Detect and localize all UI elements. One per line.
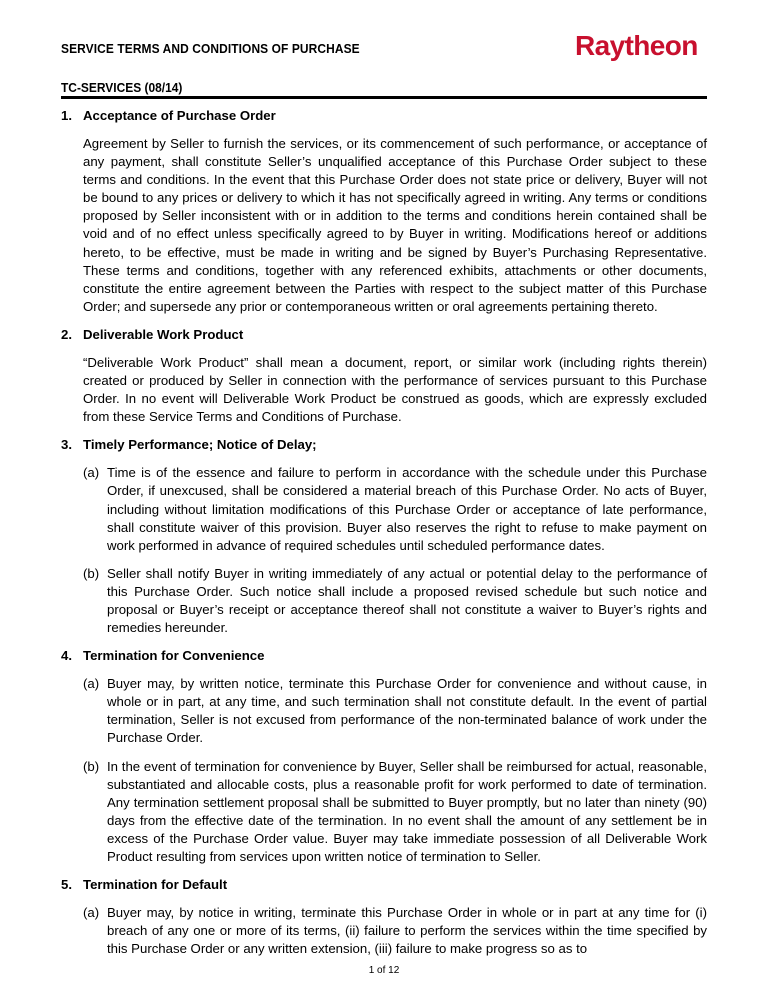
clause-text: Time is of the essence and failure to perform in accordance with the schedule under this Purchase Order, if unexcused, shall be considered a material breach of this Purchase Order. No acts of Buyer, including without limitation modifications of this Purchase Order or acceptance of late performance, shall constitute waiver of this provision. Buyer also reserves the right to refuse to make payment on work performed in advance of required schedules until scheduled performance dates. (107, 465, 707, 553)
clause-text: In the event of termination for convenience by Buyer, Seller shall be reimbursed for actual, reasonable, substantiated and allocable costs, plus a reasonable profit for work performed to date of termination. Any termination settlement proposal shall be submitted to Buyer promptly, but no later than ninety (90) days from the effective date of the termination. In no event shall the amount of any settlement be in excess of the Purchase Order value. Buyer may take immediate possession of all Deliverable Work Product resulting from services upon written notice of termination to Seller. (107, 758, 707, 864)
clause-item (61, 464, 707, 554)
section-title: Acceptance of Purchase Order (83, 108, 276, 123)
section-1 (61, 107, 707, 316)
clause-text: Seller shall notify Buyer in writing immediately of any actual or potential delay to the performance of this Purchase Order. Such notice shall include a proposed revised schedule but such notice and proposal or Buyer’s receipt or acceptance thereof shall not constitute a waiver to Buyer’s rights and remedies hereunder. (107, 565, 707, 636)
section-4 (61, 647, 707, 866)
clause-label: (b) (83, 565, 100, 581)
clause-item (61, 904, 707, 958)
section-number: 3. (61, 437, 72, 453)
section-heading (61, 436, 707, 454)
clause-item (61, 675, 707, 747)
section-number: 1. (61, 108, 72, 123)
section-3 (61, 436, 707, 637)
clause-label: (a) (83, 465, 100, 481)
raytheon-logo: Raytheon (575, 30, 698, 61)
clause-label: (a) (83, 676, 100, 692)
page-number: 1 of 12 (368, 965, 400, 976)
section-paragraph: Agreement by Seller to furnish the services, or its commencement of such performance, or acceptance of any payment, shall constitute Seller’s unqualified acceptance of this Purchase Order subject to these terms and conditions. In the event that this Purchase Order does not state price or delivery, Buyer will not be bound to any prices or delivery to which it has not specifically agreed in writing. Any terms or conditions proposed by Seller inconsistent with or in addition to the terms and conditions herein contained shall be void and of no effect unless specifically agreed to by Buyer in writing. Modifications hereof or additions hereto, to be effective, must be made in writing and be signed by Buyer’s Purchasing Representative. These terms and conditions, together with any referenced exhibits, attachments or other documents, constitute the entire agreement between the Parties with respect to the subject matter of this Purchase Order; and supersede any prior or contemporaneous written or oral agreements pertaining thereto. (83, 136, 707, 314)
section-title: Timely Performance; Notice of Delay; (83, 437, 317, 453)
clause-text: Buyer may, by notice in writing, terminate this Purchase Order in whole or in part at any time for (i) breach of any one or more of its terms, (ii) failure to perform the services within the time specified by this Purchase Order or any written extension, (iii) failure to make progress so as to (107, 905, 707, 957)
document-code: TC-SERVICES (08/14) (61, 80, 183, 95)
section-heading (61, 326, 707, 344)
section-title: Termination for Default (83, 877, 228, 893)
clause-item (61, 758, 707, 867)
clause-label: (a) (83, 905, 100, 921)
section-paragraph: “Deliverable Work Product” shall mean a document, report, or similar work (including rights therein) created or produced by Seller in connection with the performance of services pursuant to this Purchase Order. In no event will Deliverable Work Product be construed as goods, which are expressly excluded from these Service Terms and Conditions of Purchase. (83, 354, 707, 425)
section-heading (61, 876, 707, 894)
clause-label: (b) (83, 758, 100, 774)
section-5 (61, 876, 707, 958)
section-number: 2. (61, 326, 72, 342)
document-title: SERVICE TERMS AND CONDITIONS OF PURCHASE (61, 41, 360, 56)
section-number: 4. (61, 648, 72, 664)
clause-item (61, 565, 707, 637)
clause-text: Buyer may, by written notice, terminate this Purchase Order for convenience and without cause, in whole or in part, at any time, and such termination shall not constitute default. In the event of partial termination, Seller is not excused from performance of the non-terminated balance of work under the Purchase Order. (107, 676, 707, 746)
section-2 (61, 326, 707, 426)
terms-body (61, 107, 707, 958)
section-number: 5. (61, 877, 72, 893)
section-heading (61, 647, 707, 665)
section-heading (61, 107, 707, 125)
section-title: Deliverable Work Product (83, 326, 244, 342)
section-title: Termination for Convenience (83, 648, 265, 664)
header-rule (61, 96, 707, 99)
